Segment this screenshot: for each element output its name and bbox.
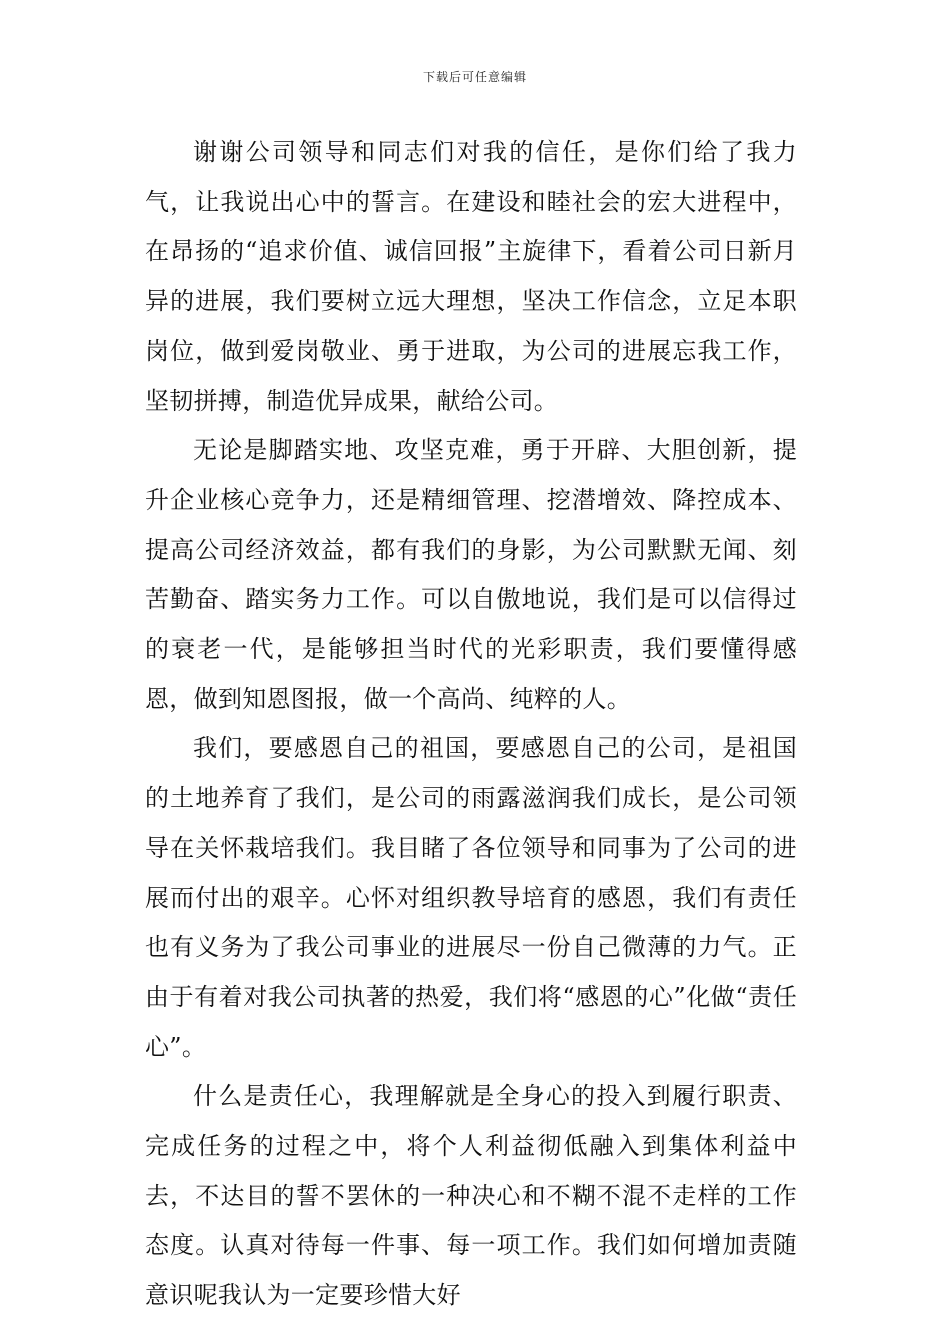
document-body: [145, 128, 797, 1321]
paragraph-1: 谢谢公司领导和同志们对我的信任，是你们给了我力气，让我说出心中的誓言。在建设和睦社会的宏大进程中，在昂扬的“追求价值、诚信回报”主旋律下，看着公司日新月异的进展，我们要树立远大理想，坚决工作信念，立足本职岗位，做到爱岗敬业、勇于进取，为公司的进展忘我工作，坚韧拼搏，制造优异成果，献给公司。: [145, 138, 797, 415]
paragraph-2: 无论是脚踏实地、攻坚克难，勇于开辟、大胆创新，提升企业核心竞争力，还是精细管理、挖潜增效、降控成本、提高公司经济效益，都有我们的身影，为公司默默无闻、刻苦勤奋、踏实务力工作。可以自傲地说，我们是可以信得过的衰老一代，是能够担当时代的光彩职责，我们要懂得感恩，做到知恩图报，做一个高尚、纯粹的人。: [145, 436, 797, 713]
paragraph-4: 什么是责任心，我理解就是全身心的投入到履行职责、完成任务的过程之中，将个人利益彻低融入到集体利益中去，不达目的誓不罢休的一种决心和不糊不混不走样的工作态度。认真对待每一件事、每一项工作。我们如何增加责随意识呢我认为一定要珍惜大好: [145, 1082, 797, 1310]
paragraph-3: 我们，要感恩自己的祖国，要感恩自己的公司，是祖国的土地养育了我们，是公司的雨露滋润我们成长，是公司领导在关怀栽培我们。我目睹了各位领导和同事为了公司的进展而付出的艰辛。心怀对组织教导培育的感恩，我们有责任也有义务为了我公司事业的进展尽一份自己微薄的力气。正由于有着对我公司执著的热爱，我们将“感恩的心”化做“责任心”。: [145, 734, 797, 1061]
page-header: 下载后可任意编辑: [422, 70, 527, 84]
